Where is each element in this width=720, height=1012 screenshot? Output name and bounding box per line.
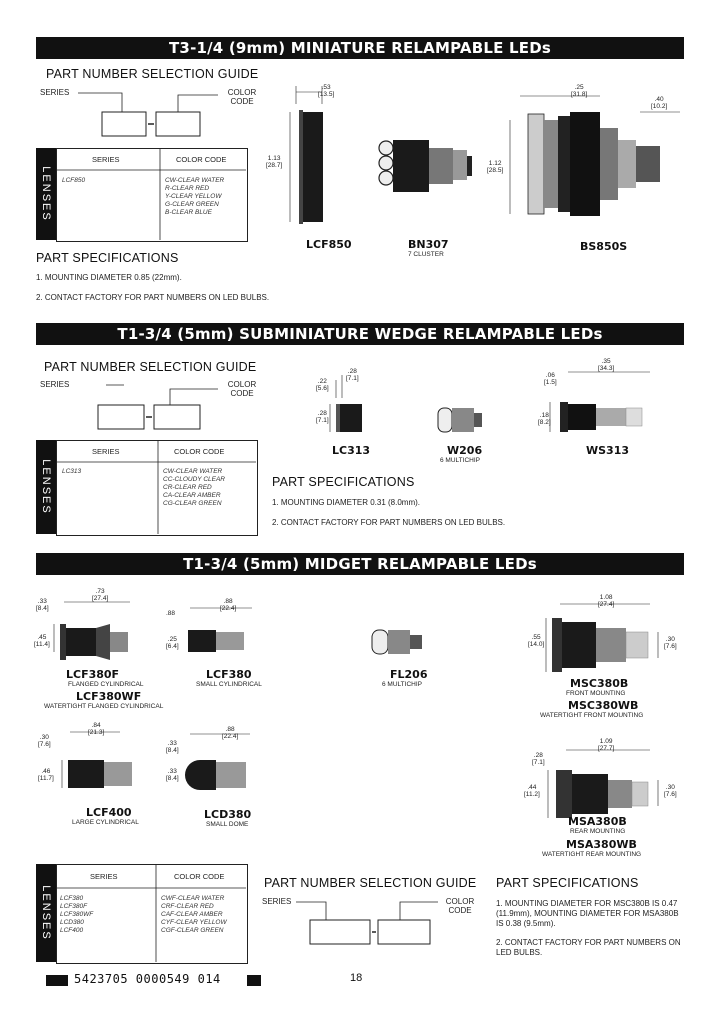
section-1-color-3: G-CLEAR GREEN: [165, 201, 219, 208]
ws313-dim-d: .35 [34.3]: [598, 358, 615, 372]
footer-code: 5423705 0000549 014: [74, 972, 221, 986]
part-msc380b: MSC380B: [570, 677, 629, 690]
lcf380-dim-s2top: .88: [166, 610, 176, 617]
section-2-title: T1-3/4 (5mm) SUBMINIATURE WEDGE RELAMPABLE LEDs: [36, 323, 684, 345]
part-lcf380: LCF380: [206, 668, 252, 681]
section-3-col-series: SERIES: [90, 872, 118, 881]
msa380b-dim-2: .28 [7.1]: [532, 752, 545, 766]
section-3-specs-title: PART SPECIFICATIONS: [496, 876, 639, 890]
part-msc380b-sub: FRONT MOUNTING: [566, 690, 626, 697]
msc380b-dim-2: .55 [14.0]: [528, 634, 545, 648]
section-3-spec-2: 2. CONTACT FACTORY FOR PART NUMBERS ON LED BULBS.: [496, 938, 681, 957]
section-1-series-label: SERIES: [40, 88, 70, 97]
lcd380-dim-2: .33 [8.4]: [166, 740, 179, 754]
ws313-dim-e: .06 [1.5]: [544, 372, 557, 386]
lc313-dim-a: .22 [5.6]: [316, 378, 329, 392]
part-lcf380wf-sub: WATERTIGHT FLANGED CYLINDRICAL: [44, 703, 164, 710]
section-2-lenses-label: LENSES: [36, 440, 56, 534]
section-2-guide-title: PART NUMBER SELECTION GUIDE: [44, 360, 257, 374]
part-lcf850: LCF850: [306, 238, 352, 251]
part-fl206-sub: 6 MULTICHIP: [382, 681, 422, 688]
section-2-color-3: CA-CLEAR AMBER: [163, 492, 221, 499]
section-3-color-code-label: COLOR CODE: [445, 897, 475, 915]
lc313-dim-c: .28 [7.1]: [316, 410, 329, 424]
section-2-color-code-label: COLOR CODE: [227, 380, 257, 398]
section-3-series-3: LCD380: [60, 919, 84, 926]
section-1-spec-1: 1. MOUNTING DIAMETER 0.85 (22mm).: [36, 273, 182, 282]
msa380b-dim-4: .30 [7.6]: [664, 784, 677, 798]
section-2-color-2: CR-CLEAR RED: [163, 484, 212, 491]
lcf380f-dim-2: .33 [8.4]: [36, 598, 49, 612]
part-lcf380-sub: SMALL CYLINDRICAL: [196, 681, 262, 688]
section-1-series-value: LCF850: [62, 177, 86, 184]
lcf400-dim-2: .30 [7.6]: [38, 734, 51, 748]
section-3-series-0: LCF380: [60, 895, 84, 902]
section-3-color-4: CGF-CLEAR GREEN: [161, 927, 224, 934]
section-1-color-code-label: COLOR CODE: [227, 88, 257, 106]
section-3-lenses-label: LENSES: [36, 864, 56, 962]
section-2-col-color: COLOR CODE: [174, 447, 225, 456]
part-lcd380-sub: SMALL DOME: [206, 821, 249, 828]
page-number: 18: [350, 972, 363, 984]
part-ws313: WS313: [586, 444, 630, 457]
section-2-color-4: CG-CLEAR GREEN: [163, 500, 222, 507]
section-1-color-4: B-CLEAR BLUE: [165, 209, 212, 216]
lcf380f-dim-3: .45 [11.4]: [34, 634, 50, 648]
section-3-spec-1: 1. MOUNTING DIAMETER FOR MSC380B IS 0.47 (11.9mm), MOUNTING DIAMETER FOR MSA380B IS 0.38 (9.5mm).: [496, 899, 679, 928]
msa380b-dim-3: .44 [11.2]: [524, 784, 540, 798]
part-bs850s: BS850S: [580, 240, 628, 253]
part-lcd380: LCD380: [204, 808, 252, 821]
msc380b-dim-1: 1.08 [27.4]: [598, 594, 615, 608]
part-w206-sub: 6 MULTICHIP: [440, 457, 480, 464]
section-1-title: T3-1/4 (9mm) MINIATURE RELAMPABLE LEDs: [36, 37, 684, 59]
lcd380-dim-3: .33 [8.4]: [166, 768, 179, 782]
section-3-title: T1-3/4 (5mm) MIDGET RELAMPABLE LEDs: [36, 553, 684, 575]
part-msa380wb-sub: WATERTIGHT REAR MOUNTING: [542, 851, 642, 858]
section-1-lenses-label: LENSES: [36, 148, 56, 240]
part-msa380b: MSA380B: [568, 815, 627, 828]
section-3-series-label: SERIES: [262, 897, 292, 906]
part-msa380wb: MSA380WB: [566, 838, 637, 851]
lcf400-dim-1: .84 [21.3]: [88, 722, 105, 736]
part-lcf380wf: LCF380WF: [76, 690, 142, 703]
part-w206: W206: [447, 444, 483, 457]
ws313-dim-f: .18 [8.2]: [538, 412, 551, 426]
section-1-spec-2: 2. CONTACT FACTORY FOR PART NUMBERS ON LED BULBS.: [36, 293, 270, 302]
section-1-col-series: SERIES: [92, 155, 120, 164]
part-lcf400-sub: LARGE CYLINDRICAL: [72, 819, 139, 826]
section-3-color-1: CRF-CLEAR RED: [161, 903, 214, 910]
section-3-guide-title: PART NUMBER SELECTION GUIDE: [264, 876, 477, 890]
section-1-color-2: Y-CLEAR YELLOW: [165, 193, 222, 200]
section-1-guide-title: PART NUMBER SELECTION GUIDE: [46, 67, 259, 81]
lcf850-dim-a: .53 [13.5]: [318, 84, 335, 98]
bs850s-dim-d: .40 [10.2]: [651, 96, 668, 110]
section-2-series-label: SERIES: [40, 380, 70, 389]
part-bn307: BN307: [408, 238, 449, 251]
part-lcf400: LCF400: [86, 806, 132, 819]
section-3-color-0: CWF-CLEAR WATER: [161, 895, 225, 902]
msa380b-dim-1: 1.09 [27.7]: [598, 738, 615, 752]
part-fl206: FL206: [390, 668, 428, 681]
section-2-series-value: LC313: [62, 468, 82, 475]
section-3-series-2: LCF380WF: [60, 911, 94, 918]
section-1-color-1: R-CLEAR RED: [165, 185, 210, 192]
section-2-spec-1: 1. MOUNTING DIAMETER 0.31 (8.0mm).: [272, 498, 421, 507]
lcf380-dim-1: .88 [22.4]: [220, 598, 237, 612]
lcf380-dim-2: .25 [6.4]: [166, 636, 179, 650]
section-3-color-3: CYF-CLEAR YELLOW: [161, 919, 227, 926]
part-msa380b-sub: REAR MOUNTING: [570, 828, 626, 835]
bs850s-dim-c: .25 [31.8]: [571, 84, 588, 98]
section-3-col-color: COLOR CODE: [174, 872, 225, 881]
section-2-col-series: SERIES: [92, 447, 120, 456]
section-2-spec-2: 2. CONTACT FACTORY FOR PART NUMBERS ON LED BULBS.: [272, 518, 506, 527]
section-3-color-2: CAF-CLEAR AMBER: [161, 911, 223, 918]
part-msc380wb-sub: WATERTIGHT FRONT MOUNTING: [540, 712, 644, 719]
section-2-specs-title: PART SPECIFICATIONS: [272, 475, 415, 489]
part-bn307-sub: 7 CLUSTER: [408, 251, 444, 258]
part-lcf380f: LCF380F: [66, 668, 120, 681]
bs850s-dim-e: 1.12 [28.5]: [487, 160, 504, 174]
section-1-color-0: CW-CLEAR WATER: [165, 177, 225, 184]
lcf380f-dim-1: .73 [27.4]: [92, 588, 109, 602]
lcd380-dim-1: .88 [22.4]: [222, 726, 239, 740]
section-1-specs-title: PART SPECIFICATIONS: [36, 251, 179, 265]
section-3-series-1: LCF380F: [60, 903, 88, 910]
lcf400-dim-3: .46 [11.7]: [38, 768, 54, 782]
part-msc380wb: MSC380WB: [568, 699, 639, 712]
section-2-color-1: CC-CLOUDY CLEAR: [163, 476, 226, 483]
lc313-dim-b: .28 [7.1]: [346, 368, 359, 382]
msc380b-dim-3: .30 [7.6]: [664, 636, 677, 650]
section-2-color-0: CW-CLEAR WATER: [163, 468, 223, 475]
lcf850-dim-b: 1.13 [28.7]: [266, 155, 283, 169]
part-lcf380f-sub: FLANGED CYLINDRICAL: [68, 681, 144, 688]
part-lc313: LC313: [332, 444, 371, 457]
section-3-series-4: LCF400: [60, 927, 84, 934]
section-1-col-color: COLOR CODE: [176, 155, 227, 164]
